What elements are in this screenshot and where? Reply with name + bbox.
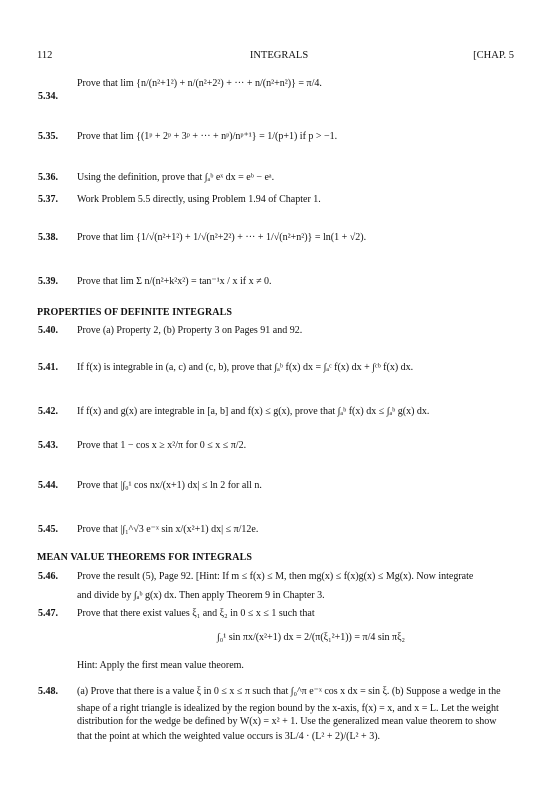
problem-number: 5.44. [38, 480, 58, 491]
problem-text: Prove that |∫₁^√3 e⁻ˣ sin x/(x²+1) dx| ≤ π/12e. [77, 524, 259, 535]
section-heading-mean-value: MEAN VALUE THEOREMS FOR INTEGRALS [37, 552, 253, 563]
problem-text: Prove that lim {n/(n²+1²) + n/(n²+2²) + ··· + n/(n²+n²)} = π/4. [77, 78, 322, 89]
display-equation: ∫₀¹ sin πx/(x²+1) dx = 2/(π(ξ₁²+1)) = π/4 sin πξ₂ [217, 632, 406, 643]
problem-number: 5.46. [38, 571, 58, 582]
problem-number: 5.43. [38, 440, 58, 451]
problem-number: 5.47. [38, 608, 58, 619]
problem-text-cont: that the point at which the weighted value occurs is 3L/4 · (L² + 2)/(L² + 3). [77, 731, 381, 742]
problem-number: 5.40. [38, 325, 58, 336]
problem-text: Prove that |∫₀¹ cos nx/(x+1) dx| ≤ ln 2 for all n. [77, 480, 262, 491]
problem-text: Prove that lim Σ n/(n²+k²x²) = tan⁻¹x / x if x ≠ 0. [77, 276, 272, 287]
chapter-label: [CHAP. 5 [473, 50, 514, 61]
problem-number: 5.37. [38, 194, 58, 205]
problem-text: Using the definition, prove that ∫ₐᵇ eˣ dx = eᵇ − eᵃ. [77, 172, 275, 183]
problem-number: 5.34. [38, 91, 58, 102]
problem-hint: Hint: Apply the first mean value theorem. [77, 660, 244, 671]
problem-text: Prove that there exist values ξ₁ and ξ₂ in 0 ≤ x ≤ 1 such that [77, 608, 315, 619]
problem-number: 5.45. [38, 524, 58, 535]
problem-text: Prove (a) Property 2, (b) Property 3 on Pages 91 and 92. [77, 325, 303, 336]
problem-number: 5.42. [38, 406, 58, 417]
problem-text: (a) Prove that there is a value ξ in 0 ≤ x ≤ π such that ∫₀^π e⁻ˣ cos x dx = sin ξ. (b) Suppose a wedge in the [77, 686, 501, 697]
problem-number: 5.41. [38, 362, 58, 373]
problem-text: Work Problem 5.5 directly, using Problem 1.94 of Chapter 1. [77, 194, 321, 205]
problem-text-cont: shape of a right triangle is idealized by the region bound by the x-axis, f(x) = x, and x = L. Let the weight [77, 703, 499, 714]
problem-text-cont: and divide by ∫ₐᵇ g(x) dx. Then apply Theorem 9 in Chapter 3. [77, 590, 325, 601]
problem-text: If f(x) and g(x) are integrable in [a, b] and f(x) ≤ g(x), prove that ∫ₐᵇ f(x) dx ≤ ∫ₐᵇ g(x) dx. [77, 406, 430, 417]
problem-text: Prove that 1 − cos x ≥ x²/π for 0 ≤ x ≤ π/2. [77, 440, 247, 451]
problem-number: 5.39. [38, 276, 58, 287]
page-number: 112 [37, 50, 53, 61]
section-heading-properties: PROPERTIES OF DEFINITE INTEGRALS [37, 307, 233, 318]
problem-number: 5.35. [38, 131, 58, 142]
problem-number: 5.38. [38, 232, 58, 243]
problem-text: If f(x) is integrable in (a, c) and (c, b), prove that ∫ₐᵇ f(x) dx = ∫ₐᶜ f(x) dx + ∫ᶜᵇ f(x) dx. [77, 362, 414, 373]
problem-text: Prove that lim {1/√(n²+1²) + 1/√(n²+2²) + ··· + 1/√(n²+n²)} = ln(1 + √2). [77, 232, 367, 243]
problem-text-cont: distribution for the wedge be defined by W(x) = x² + 1. Use the generalized mean value theorem to show [77, 716, 497, 727]
running-title: INTEGRALS [249, 50, 309, 61]
problem-text: Prove that lim {(1ᵖ + 2ᵖ + 3ᵖ + ··· + nᵖ)/nᵖ⁺¹} = 1/(p+1) if p > −1. [77, 131, 338, 142]
problem-number: 5.36. [38, 172, 58, 183]
problem-text: Prove the result (5), Page 92. [Hint: If m ≤ f(x) ≤ M, then mg(x) ≤ f(x)g(x) ≤ Mg(x). Now integrate [77, 571, 474, 582]
problem-number: 5.48. [38, 686, 58, 697]
